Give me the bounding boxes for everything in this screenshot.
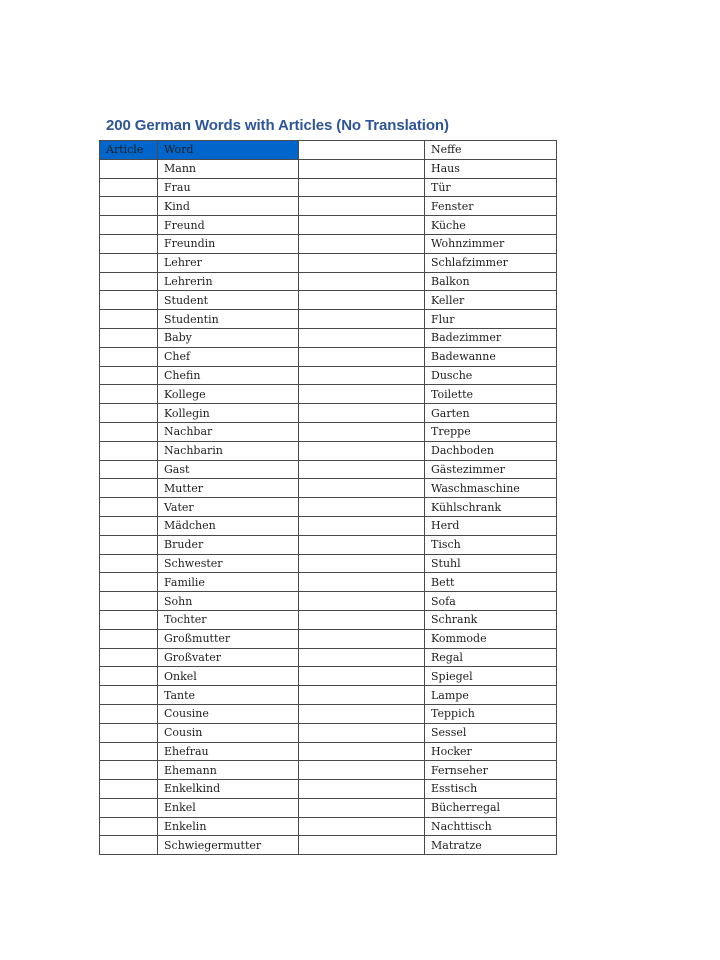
- blank-cell: [299, 836, 425, 855]
- blank-cell: [299, 310, 425, 329]
- blank-cell: [299, 460, 425, 479]
- article-cell: [100, 498, 158, 517]
- blank-cell: [299, 629, 425, 648]
- table-row: [100, 159, 557, 178]
- blank-cell: [299, 422, 425, 441]
- table-row: [100, 272, 557, 291]
- table-row: [100, 516, 557, 535]
- right-word-cell: Neffe: [425, 141, 557, 160]
- table-row: [100, 723, 557, 742]
- vocabulary-table-body: [100, 159, 557, 854]
- article-cell: [100, 723, 158, 742]
- left-word-cell: Tante: [158, 686, 299, 705]
- blank-cell: [299, 610, 425, 629]
- article-cell: [100, 535, 158, 554]
- right-word-cell: Wohnzimmer: [425, 234, 557, 253]
- right-word-cell: Lampe: [425, 686, 557, 705]
- right-word-cell: Matratze: [425, 836, 557, 855]
- blank-cell: [299, 216, 425, 235]
- article-cell: [100, 216, 158, 235]
- right-word-cell: Teppich: [425, 704, 557, 723]
- right-word-cell: Sessel: [425, 723, 557, 742]
- left-word-cell: Nachbar: [158, 422, 299, 441]
- right-word-cell: Tisch: [425, 535, 557, 554]
- blank-cell: [299, 178, 425, 197]
- left-word-cell: Kollege: [158, 385, 299, 404]
- article-cell: [100, 836, 158, 855]
- right-word-cell: Hocker: [425, 742, 557, 761]
- blank-cell: [299, 385, 425, 404]
- right-word-cell: Schrank: [425, 610, 557, 629]
- blank-cell: [299, 441, 425, 460]
- blank-cell: [299, 554, 425, 573]
- left-word-cell: Bruder: [158, 535, 299, 554]
- article-cell: [100, 780, 158, 799]
- table-row: [100, 460, 557, 479]
- right-word-cell: Keller: [425, 291, 557, 310]
- blank-cell: [299, 272, 425, 291]
- right-word-cell: Dusche: [425, 366, 557, 385]
- blank-cell: [299, 347, 425, 366]
- right-word-cell: Kommode: [425, 629, 557, 648]
- document-title: 200 German Words with Articles (No Translation): [106, 117, 449, 134]
- left-word-cell: Tochter: [158, 610, 299, 629]
- article-cell: [100, 554, 158, 573]
- article-cell: [100, 798, 158, 817]
- left-word-cell: Studentin: [158, 310, 299, 329]
- right-word-cell: Küche: [425, 216, 557, 235]
- blank-cell: [299, 404, 425, 423]
- right-word-cell: Gästezimmer: [425, 460, 557, 479]
- left-word-cell: Ehefrau: [158, 742, 299, 761]
- word-column-header: Word: [158, 141, 299, 160]
- right-word-cell: Schlafzimmer: [425, 253, 557, 272]
- blank-cell: [299, 197, 425, 216]
- article-cell: [100, 460, 158, 479]
- article-cell: [100, 404, 158, 423]
- table-row: [100, 648, 557, 667]
- article-cell: [100, 592, 158, 611]
- left-word-cell: Student: [158, 291, 299, 310]
- left-word-cell: Onkel: [158, 667, 299, 686]
- right-word-cell: Toilette: [425, 385, 557, 404]
- left-word-cell: Enkel: [158, 798, 299, 817]
- right-word-cell: Stuhl: [425, 554, 557, 573]
- blank-cell: [299, 516, 425, 535]
- left-word-cell: Kollegin: [158, 404, 299, 423]
- left-word-cell: Großvater: [158, 648, 299, 667]
- left-word-cell: Kind: [158, 197, 299, 216]
- article-cell: [100, 742, 158, 761]
- article-cell: [100, 385, 158, 404]
- right-word-cell: Haus: [425, 159, 557, 178]
- table-row: [100, 310, 557, 329]
- blank-cell: [299, 498, 425, 517]
- table-row: [100, 817, 557, 836]
- article-cell: [100, 328, 158, 347]
- left-word-cell: Cousin: [158, 723, 299, 742]
- table-row: [100, 328, 557, 347]
- left-word-cell: Lehrerin: [158, 272, 299, 291]
- right-word-cell: Waschmaschine: [425, 479, 557, 498]
- article-cell: [100, 629, 158, 648]
- right-word-cell: Nachttisch: [425, 817, 557, 836]
- article-cell: [100, 347, 158, 366]
- article-column-header: Article: [100, 141, 158, 160]
- table-row: [100, 667, 557, 686]
- table-row: [100, 291, 557, 310]
- left-word-cell: Mädchen: [158, 516, 299, 535]
- article-cell: [100, 817, 158, 836]
- left-word-cell: Lehrer: [158, 253, 299, 272]
- article-cell: [100, 686, 158, 705]
- article-cell: [100, 610, 158, 629]
- blank-cell: [299, 723, 425, 742]
- table-row: [100, 610, 557, 629]
- article-cell: [100, 234, 158, 253]
- left-word-cell: Enkelin: [158, 817, 299, 836]
- right-word-cell: Fernseher: [425, 761, 557, 780]
- table-row: [100, 761, 557, 780]
- table-row: [100, 836, 557, 855]
- article-cell: [100, 178, 158, 197]
- vocabulary-table: [99, 140, 557, 855]
- table-row: [100, 629, 557, 648]
- table-header-row: [100, 141, 557, 160]
- left-word-cell: Familie: [158, 573, 299, 592]
- blank-cell: [299, 592, 425, 611]
- right-word-cell: Treppe: [425, 422, 557, 441]
- table-row: [100, 573, 557, 592]
- left-word-cell: Gast: [158, 460, 299, 479]
- right-word-cell: Tür: [425, 178, 557, 197]
- blank-cell: [299, 704, 425, 723]
- blank-cell: [299, 648, 425, 667]
- article-cell: [100, 761, 158, 780]
- left-word-cell: Ehemann: [158, 761, 299, 780]
- left-word-cell: Cousine: [158, 704, 299, 723]
- blank-cell: [299, 686, 425, 705]
- left-word-cell: Schwiegermutter: [158, 836, 299, 855]
- right-word-cell: Badezimmer: [425, 328, 557, 347]
- left-word-cell: Sohn: [158, 592, 299, 611]
- table-row: [100, 404, 557, 423]
- table-row: [100, 347, 557, 366]
- right-word-cell: Kühlschrank: [425, 498, 557, 517]
- table-row: [100, 554, 557, 573]
- right-word-cell: Regal: [425, 648, 557, 667]
- article-cell: [100, 253, 158, 272]
- article-cell: [100, 272, 158, 291]
- table-row: [100, 441, 557, 460]
- right-word-cell: Esstisch: [425, 780, 557, 799]
- table-row: [100, 704, 557, 723]
- blank-cell: [299, 234, 425, 253]
- article-cell: [100, 310, 158, 329]
- right-word-cell: Dachboden: [425, 441, 557, 460]
- left-word-cell: Freund: [158, 216, 299, 235]
- blank-cell: [299, 328, 425, 347]
- table-row: [100, 234, 557, 253]
- left-word-cell: Freundin: [158, 234, 299, 253]
- table-row: [100, 197, 557, 216]
- article-cell: [100, 422, 158, 441]
- left-word-cell: Vater: [158, 498, 299, 517]
- blank-cell: [299, 742, 425, 761]
- blank-cell: [299, 253, 425, 272]
- article-cell: [100, 573, 158, 592]
- article-cell: [100, 441, 158, 460]
- blank-cell: [299, 291, 425, 310]
- blank-cell: [299, 761, 425, 780]
- table-row: [100, 253, 557, 272]
- article-cell: [100, 291, 158, 310]
- article-cell: [100, 648, 158, 667]
- table-row: [100, 780, 557, 799]
- table-row: [100, 592, 557, 611]
- right-word-cell: Garten: [425, 404, 557, 423]
- article-cell: [100, 667, 158, 686]
- table-row: [100, 742, 557, 761]
- left-word-cell: Mutter: [158, 479, 299, 498]
- article-cell: [100, 197, 158, 216]
- blank-cell: [299, 479, 425, 498]
- blank-cell: [299, 535, 425, 554]
- blank-cell: [299, 780, 425, 799]
- right-word-cell: Bett: [425, 573, 557, 592]
- article-cell: [100, 366, 158, 385]
- blank-header-cell: [299, 141, 425, 160]
- article-cell: [100, 704, 158, 723]
- left-word-cell: Chef: [158, 347, 299, 366]
- left-word-cell: Baby: [158, 328, 299, 347]
- left-word-cell: Nachbarin: [158, 441, 299, 460]
- right-word-cell: Herd: [425, 516, 557, 535]
- table-row: [100, 479, 557, 498]
- table-row: [100, 498, 557, 517]
- right-word-cell: Badewanne: [425, 347, 557, 366]
- blank-cell: [299, 667, 425, 686]
- left-word-cell: Großmutter: [158, 629, 299, 648]
- right-word-cell: Bücherregal: [425, 798, 557, 817]
- article-cell: [100, 159, 158, 178]
- right-word-cell: Spiegel: [425, 667, 557, 686]
- left-word-cell: Mann: [158, 159, 299, 178]
- right-word-cell: Balkon: [425, 272, 557, 291]
- right-word-cell: Flur: [425, 310, 557, 329]
- table-row: [100, 178, 557, 197]
- table-row: [100, 385, 557, 404]
- blank-cell: [299, 366, 425, 385]
- blank-cell: [299, 798, 425, 817]
- table-row: [100, 535, 557, 554]
- left-word-cell: Enkelkind: [158, 780, 299, 799]
- right-word-cell: Sofa: [425, 592, 557, 611]
- blank-cell: [299, 817, 425, 836]
- table-row: [100, 686, 557, 705]
- blank-cell: [299, 159, 425, 178]
- table-row: [100, 798, 557, 817]
- left-word-cell: Schwester: [158, 554, 299, 573]
- table-row: [100, 216, 557, 235]
- article-cell: [100, 479, 158, 498]
- left-word-cell: Chefin: [158, 366, 299, 385]
- blank-cell: [299, 573, 425, 592]
- table-row: [100, 422, 557, 441]
- right-word-cell: Fenster: [425, 197, 557, 216]
- article-cell: [100, 516, 158, 535]
- table-row: [100, 366, 557, 385]
- left-word-cell: Frau: [158, 178, 299, 197]
